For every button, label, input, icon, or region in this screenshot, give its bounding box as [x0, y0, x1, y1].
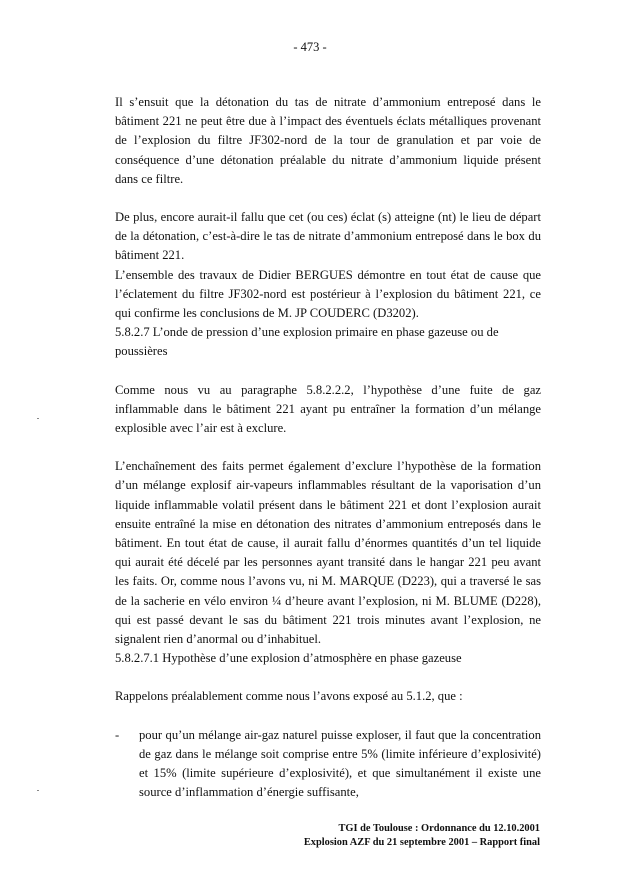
paragraph-2: De plus, encore aurait-il fallu que cet (ou ces) éclat (s) atteigne (nt) le lieu de départ de la détonation, c’est-à-dire le tas de nitrate d’ammonium entreposé dans le box du bâtiment 221.	[115, 210, 541, 263]
footer-line-1: TGI de Toulouse : Ordonnance du 12.10.2001	[338, 823, 540, 834]
bullet-list	[115, 726, 541, 803]
paragraph-3: L’ensemble des travaux de Didier BERGUES démontre en tout état de cause que l’éclatement du filtre JF302-nord est postérieur à l’explosion du bâtiment 221, ce qui confirme les conclusions de M. JP COUDERC (D3202).	[115, 267, 541, 321]
paragraph-6: Rappelons préalablement comme nous l’avons exposé au 5.1.2, que :	[115, 689, 463, 704]
margin-mark	[37, 418, 39, 419]
footer-line-2: Explosion AZF du 21 septembre 2001 – Rapport final	[303, 836, 540, 848]
section-heading-5-8-2-7-1: 5.8.2.7.1 Hypothèse d’une explosion d’atmosphère en phase gazeuse	[115, 651, 462, 666]
paragraph-5: L’enchaînement des faits permet également d’exclure l’hypothèse de la formation d’un mélange explosif air-vapeurs inflammables résultant de la vaporisation d’un liquide inflammable volatil présent dans le bâtiment 221 et dont l’explosion aurait ensuite entraîné la mise en détonation des nitrates d’ammonium entreposés dans le bâtiment. En tout état de cause, il aurait fallu d’énormes quantités d’un tel liquide qui aurait été décelé par les personnes ayant transité dans le hangar 221 peu avant les faits. Or, comme nous l’avons vu, ni M. MARQUE (D223), qui a traversé le sas de la sacherie en vélo environ ¼ d’heure avant l’explosion, ni M. BLUME (D228), qui est passé devant le sas du bâtiment 221 trois minutes avant l’explosion, ne signalent rien d’anormal ou d’inhabituel.	[115, 459, 541, 647]
bullet-marker: -	[115, 727, 120, 742]
paragraph-4: Comme nous vu au paragraphe 5.8.2.2.2, l’hypothèse d’une fuite de gaz inflammable dans le bâtiment 221 ayant pu entraîner la formation d’un mélange explosible avec l’air est à exclure.	[115, 382, 541, 436]
document-body	[115, 93, 541, 803]
paragraph-1: Il s’ensuit que la détonation du tas de nitrate d’ammonium entreposé dans le bâtiment 221 ne peut être due à l’impact des éventuels éclats métalliques provenant de l’explosion du filtre JF302-nord de la tour de granulation et par voie de conséquence d’une détonation préalable du nitrate d’ammonium liquide présent dans ce filtre.	[115, 95, 541, 186]
footer	[304, 822, 540, 849]
bullet-text: pour qu’un mélange air-gaz naturel puisse exploser, il faut que la concentration de gaz dans le mélange soit comprise entre 5% (limite inférieure d’explosivité) et 15% (limite supérieure d’explosivité), et que simultanément il existe une source d’inflammation d’énergie suffisante,	[139, 727, 541, 800]
section-heading-5-8-2-7: 5.8.2.7 L’onde de pression d’une explosion primaire en phase gazeuse ou de poussières	[115, 325, 499, 359]
margin-mark	[37, 790, 39, 791]
page-number: - 473 -	[293, 40, 327, 54]
bullet-item	[115, 726, 541, 803]
